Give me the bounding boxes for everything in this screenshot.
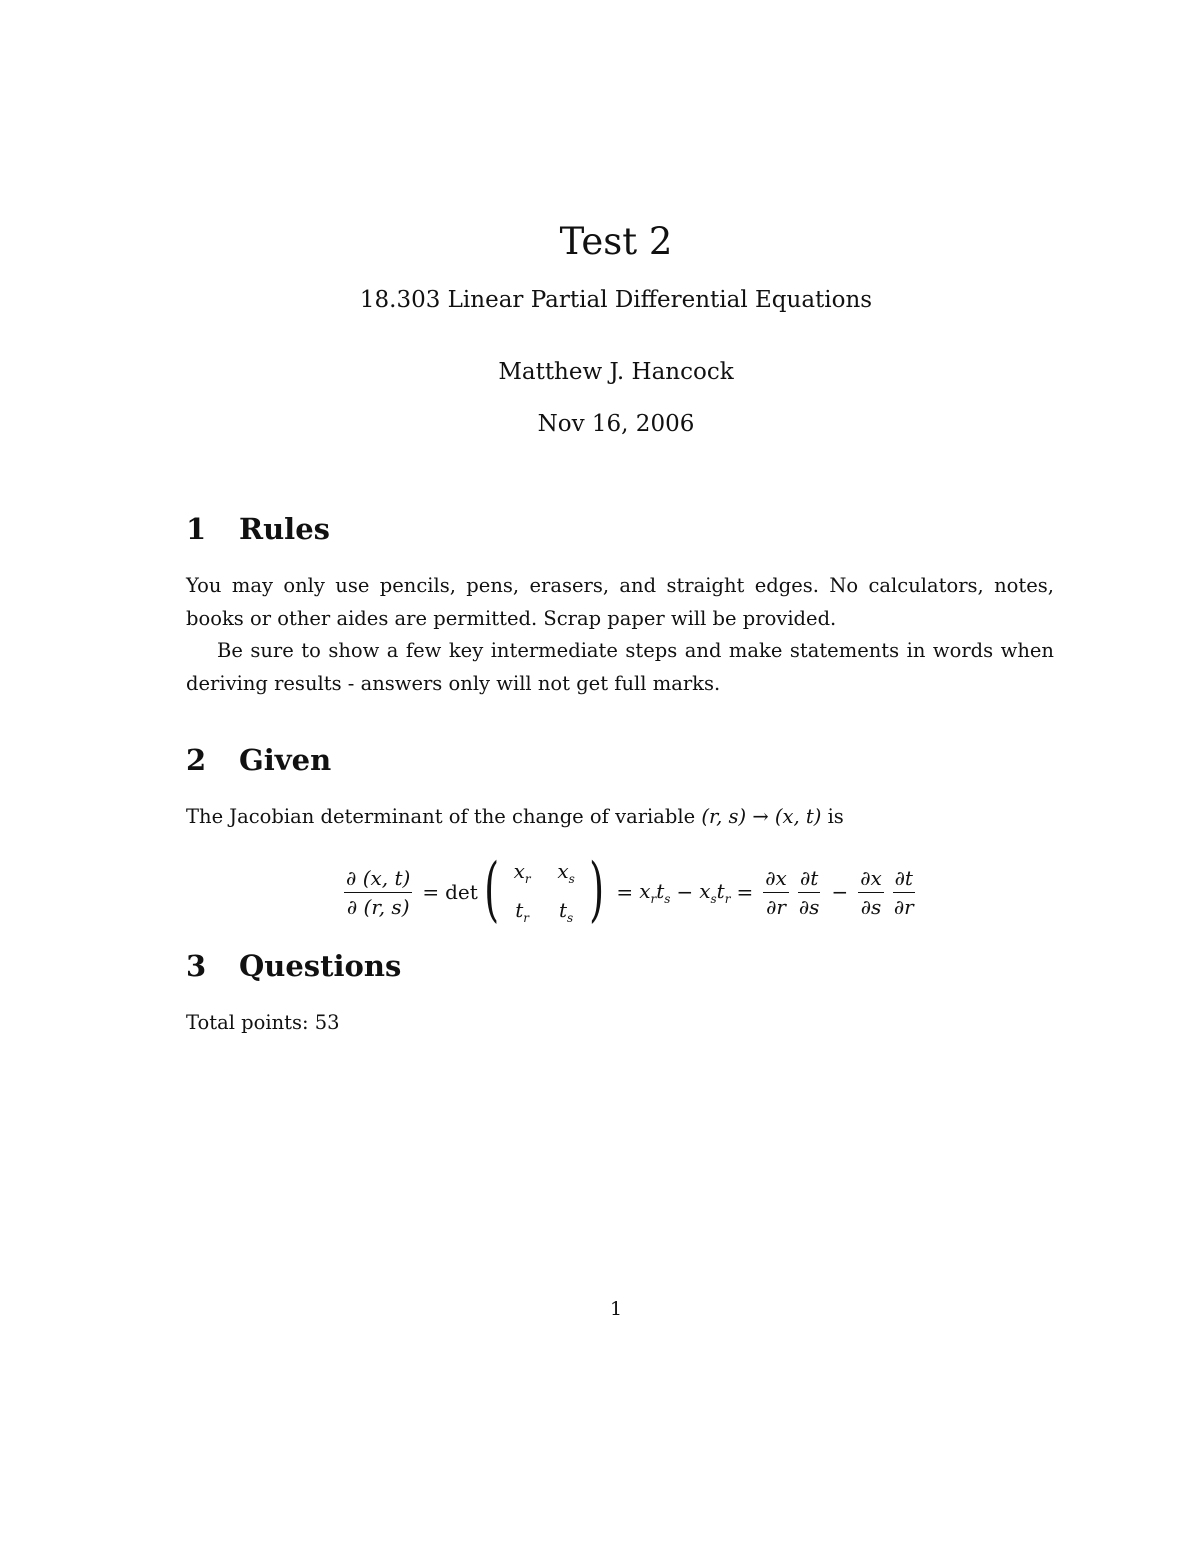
total-points-label: Total points: — [186, 1011, 309, 1034]
expansion-term: $x_rt_s$ — [639, 878, 671, 906]
arrow-symbol: → — [752, 805, 769, 828]
section-number: 3 — [186, 949, 207, 983]
section-number: 1 — [186, 512, 207, 546]
jacobian-equation — [340, 848, 920, 932]
matrix-cell-xs: $x_s$ — [557, 859, 575, 886]
partial-fraction: $\frac{\partial t}{\partial r}$ — [893, 865, 914, 919]
partial-fraction: $\frac{\partial x}{\partial s}$ — [860, 865, 882, 919]
document-title: Test 2 — [559, 220, 673, 263]
to-variables: (x, t) — [774, 805, 822, 828]
rules-paragraph-1: You may only use pencils, pens, erasers, and straight edges. No calculators, notes, books or other aides are permitted. Scrap paper will be provided. — [186, 574, 1054, 630]
section-heading-rules — [186, 512, 330, 546]
intro-text-end: is — [821, 805, 844, 828]
equals-sign: = — [616, 880, 634, 904]
det-operator: det — [445, 880, 478, 904]
minus-sign: − — [831, 880, 849, 904]
total-points — [186, 1007, 1054, 1040]
section-title: Given — [239, 743, 332, 777]
section-title: Rules — [239, 512, 330, 546]
jacobian-matrix — [503, 859, 585, 925]
section-number: 2 — [186, 743, 207, 777]
section-title: Questions — [239, 949, 402, 983]
jacobian-lhs-fraction — [344, 865, 412, 919]
total-points-value: 53 — [314, 1011, 340, 1034]
equals-sign: = — [736, 880, 754, 904]
partial-fraction: $\frac{\partial t}{\partial s}$ — [798, 865, 820, 919]
partial-fraction: $\frac{\partial x}{\partial r}$ — [765, 865, 787, 919]
minus-sign: − — [676, 880, 694, 904]
page-number: 1 — [609, 1298, 623, 1320]
course-title: 18.303 Linear Partial Differential Equations — [359, 287, 873, 313]
matrix-cell-tr: $t_r$ — [515, 898, 529, 925]
equals-sign: = — [422, 880, 440, 904]
fraction-numerator: ∂ (x, t) — [344, 868, 412, 893]
expansion-term: $x_st_r$ — [699, 878, 731, 906]
rules-paragraph-2: Be sure to show a few key intermediate steps and make statements in words when deriving results - answers only will not get full marks. — [186, 639, 1054, 695]
section-heading-questions — [186, 949, 401, 983]
author-name: Matthew J. Hancock — [498, 359, 734, 385]
left-paren: ( — [483, 848, 499, 930]
section-heading-given — [186, 743, 331, 777]
fraction-denominator: ∂ (r, s) — [346, 894, 410, 919]
intro-text: The Jacobian determinant of the change of variable — [186, 805, 702, 828]
jacobian-intro-text — [186, 801, 1054, 834]
matrix-cell-ts: $t_s$ — [559, 898, 574, 925]
document-date: Nov 16, 2006 — [537, 411, 695, 437]
matrix-cell-xr: $x_r$ — [513, 859, 531, 886]
right-paren: ) — [589, 848, 605, 930]
from-variables: (r, s) — [701, 805, 747, 828]
